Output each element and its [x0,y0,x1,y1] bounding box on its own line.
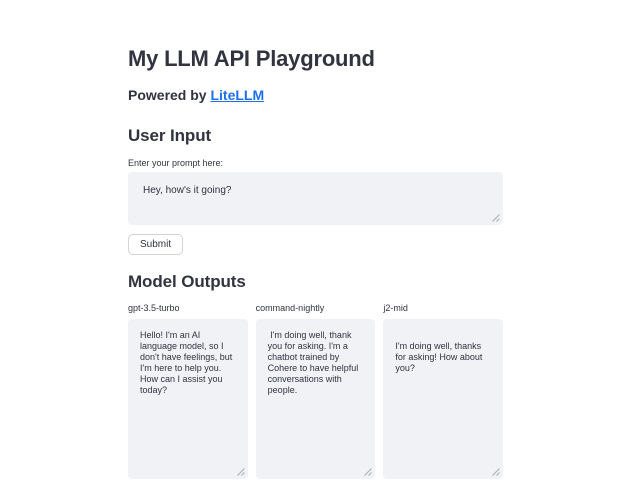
model-outputs-heading: Model Outputs [128,272,246,291]
model-output-box [128,319,248,479]
prompt-label: Enter your prompt here: [128,158,224,168]
model-output-textarea-command-nightly[interactable] [256,319,376,479]
app-container [128,0,503,479]
model-column-command-nightly [256,303,376,479]
model-column-gpt-3-5-turbo [128,303,248,479]
model-name-label: command-nightly [255,303,325,313]
page-title: My LLM API Playground [128,46,375,71]
model-column-j2-mid [383,303,503,479]
model-output-textarea-j2-mid[interactable] [383,319,503,479]
powered-by [128,87,503,104]
model-output-box [383,319,503,479]
prompt-box [128,172,503,225]
powered-by-text: Powered by [128,87,211,103]
prompt-textarea[interactable] [128,172,503,225]
model-name-label: gpt-3.5-turbo [128,303,180,313]
submit-button[interactable]: Submit [128,234,183,255]
model-output-textarea-gpt-3-5-turbo[interactable] [128,319,248,479]
litellm-link[interactable]: LiteLLM [210,87,265,103]
user-input-heading: User Input [128,126,212,145]
model-outputs-row [128,303,503,479]
model-name-label: j2-mid [383,303,408,313]
model-output-box [256,319,376,479]
